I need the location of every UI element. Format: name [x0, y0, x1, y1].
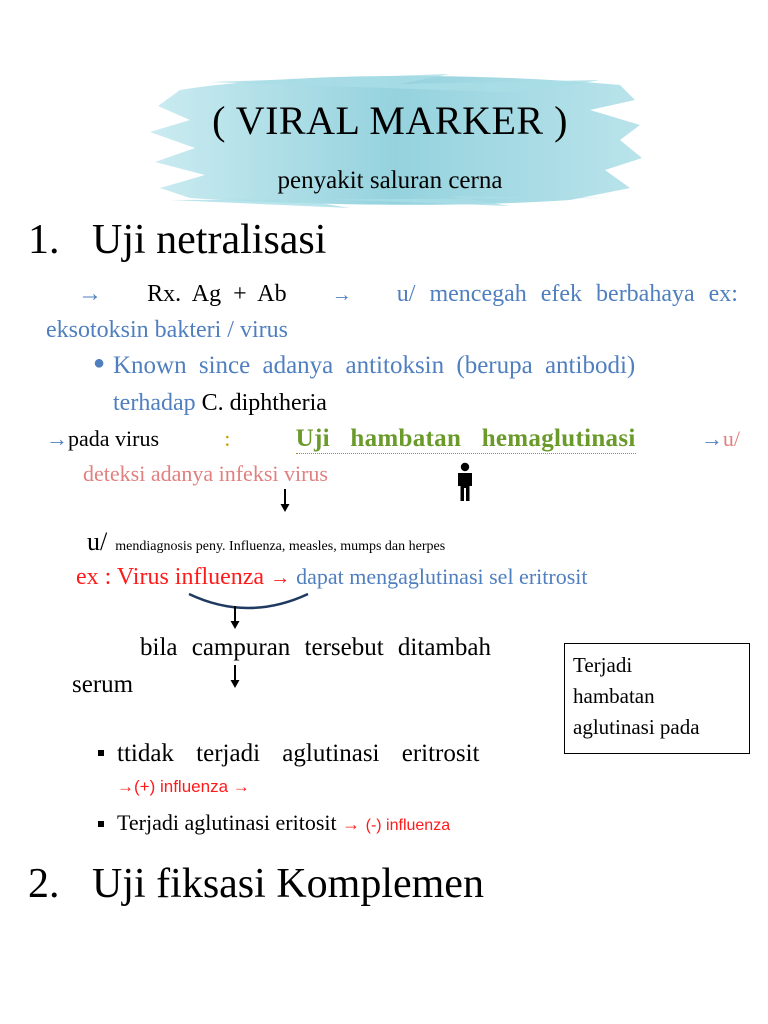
arrow-right-icon: →	[700, 426, 723, 451]
arrow-down-icon	[229, 606, 241, 630]
pada-virus-text: pada virus	[68, 426, 160, 451]
deteksi-text: deteksi adanya infeksi virus	[83, 461, 328, 486]
bila-text: bila campuran tersebut ditambah	[140, 634, 491, 661]
section2-title: Uji fiksasi Komplemen	[92, 861, 484, 907]
u-slash-diagnosis: u/	[87, 527, 108, 556]
ex-virus-line	[76, 564, 588, 591]
section1-heading	[28, 216, 326, 264]
section1-number: 1.	[28, 217, 60, 263]
agglutination-note-box	[564, 643, 750, 754]
positive-influenza-line	[117, 777, 250, 797]
diphtheria-text: C. diphtheria	[201, 390, 327, 416]
rx-purpose-text: u/ mencegah efek berbahaya ex:	[396, 281, 738, 307]
rx-line-continued: eksotoksin bakteri / virus	[46, 317, 288, 343]
section2-number: 2.	[28, 861, 60, 907]
u-slash-text: u/	[722, 426, 740, 451]
section1-title: Uji netralisasi	[92, 217, 327, 263]
sub-bullet-1	[117, 740, 550, 768]
known-since-text: Known since adanya antitoksin (berupa antibodi)	[113, 352, 636, 379]
square-bullet-icon	[98, 750, 104, 756]
page-title: ( VIRAL MARKER )	[212, 98, 568, 143]
arrow-right-icon: →	[78, 281, 102, 307]
positive-influenza-text: (+) influenza	[134, 777, 229, 796]
arrow-right-icon: →	[342, 814, 361, 834]
dapat-text: dapat mengaglutinasi sel eritrosit	[296, 564, 588, 589]
mendiagnosis-line	[87, 527, 445, 557]
arrow-right-icon: →	[270, 567, 291, 589]
section2-heading	[28, 860, 484, 908]
rx-line	[78, 281, 738, 308]
arrow-right-icon: →	[117, 777, 134, 796]
hemaglutinasi-text: Uji hambatan hemaglutinasi	[295, 425, 636, 452]
arrow-down-icon	[229, 665, 241, 689]
page-subtitle: penyakit saluran cerna	[277, 167, 503, 194]
arrow-down-icon	[279, 489, 291, 513]
ex-virus-text: ex : Virus influenza	[76, 564, 265, 590]
serum-text: serum	[72, 671, 134, 698]
arrow-right-icon: →	[331, 284, 352, 306]
known-since-line	[113, 352, 738, 380]
pada-virus-line	[46, 425, 740, 454]
box-line: hambatan	[573, 684, 655, 708]
arrow-right-icon: →	[232, 777, 250, 796]
box-line: Terjadi	[573, 653, 633, 677]
bila-line	[140, 634, 550, 662]
square-bullet-icon	[98, 821, 104, 827]
rx-text: Rx. Ag + Ab	[147, 281, 287, 307]
mendiagnosis-text: mendiagnosis peny. Influenza, measles, mumps dan herpes	[115, 539, 446, 554]
arrow-right-icon: →	[46, 426, 68, 451]
sub-bullet-2	[117, 810, 450, 836]
box-line: aglutinasi pada	[573, 715, 700, 739]
negative-influenza-text: (-) influenza	[365, 817, 451, 834]
terhadap-line	[113, 390, 327, 417]
bullet-icon: ●	[93, 352, 106, 374]
curve-brace-icon	[186, 590, 311, 614]
terjadi-aglutinasi-text: Terjadi aglutinasi eritosit	[117, 810, 337, 835]
tidak-aglutinasi-text: ttidak terjadi aglutinasi eritrosit	[117, 740, 480, 767]
person-icon	[455, 462, 475, 502]
colon-text: :	[224, 426, 231, 451]
terhadap-text: terhadap	[113, 390, 196, 416]
